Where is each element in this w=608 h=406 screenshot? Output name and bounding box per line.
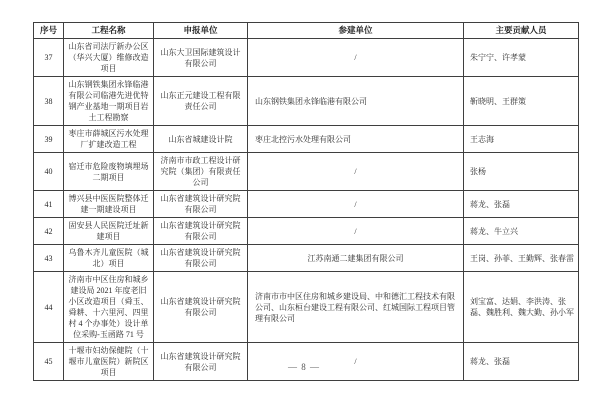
applicant-cell: 山东大卫国际建筑设计有限公司	[154, 39, 248, 77]
contributors-cell: 王岗、孙菲、王勤辉、张春雷	[464, 245, 579, 272]
header-project-name: 工程名称	[64, 23, 154, 39]
table-body	[34, 39, 579, 381]
serial-number-cell: 38	[34, 77, 64, 126]
serial-number-cell: 37	[34, 39, 64, 77]
contributors-cell: 靳晓明、王群策	[464, 77, 579, 126]
serial-number-cell: 43	[34, 245, 64, 272]
contributors-cell: 蒋龙、张磊	[464, 191, 579, 218]
serial-number-cell: 42	[34, 218, 64, 245]
table-row	[34, 126, 579, 153]
applicant-cell: 山东省建筑设计研究院有限公司	[154, 343, 248, 381]
project-name-cell: 乌鲁木齐儿童医院（城北）项目	[64, 245, 154, 272]
contributors-cell: 蒋龙、牛立兴	[464, 218, 579, 245]
header-participating-units: 参建单位	[248, 23, 464, 39]
applicant-cell: 山东正元建设工程有限责任公司	[154, 77, 248, 126]
participants-cell: /	[248, 39, 464, 77]
participants-cell: 枣庄北控污水处理有限公司	[248, 126, 464, 153]
contributors-cell: 刘宝富、达娟、李洪涛、张磊、魏胜利、魏大勤、孙小军	[464, 272, 579, 343]
applicant-cell: 山东省建筑设计研究院有限公司	[154, 245, 248, 272]
participants-cell: /	[248, 153, 464, 191]
applicant-cell: 山东省建筑设计研究院有限公司	[154, 272, 248, 343]
table-row	[34, 218, 579, 245]
participants-cell: /	[248, 343, 464, 381]
project-name-cell: 十堰市妇幼保健院（十堰市儿童医院）新院区项目	[64, 343, 154, 381]
contributors-cell: 王志海	[464, 126, 579, 153]
applicant-cell: 山东省建筑设计研究院有限公司	[154, 191, 248, 218]
table-row	[34, 153, 579, 191]
contributors-cell: 朱宁宁、许孝蒙	[464, 39, 579, 77]
awards-table	[33, 22, 579, 381]
table-row	[34, 245, 579, 272]
serial-number-cell: 39	[34, 126, 64, 153]
participants-cell: /	[248, 218, 464, 245]
project-name-cell: 宿迁市危险废物填埋场二期项目	[64, 153, 154, 191]
project-name-cell: 山东钢铁集团永锋临港有限公司临港先进优特钢产业基地一期项目岩土工程勘察	[64, 77, 154, 126]
applicant-cell: 山东省城建设计院	[154, 126, 248, 153]
serial-number-cell: 45	[34, 343, 64, 381]
header-serial-number: 序号	[34, 23, 64, 39]
header-applicant-unit: 申报单位	[154, 23, 248, 39]
table-row	[34, 39, 579, 77]
table-row	[34, 77, 579, 126]
project-name-cell: 济南市中区住房和城乡建设局 2021 年度老旧小区改造项目（舜玉、舜耕、十六里河、四里村 4 个办事处）设计单位采购-玉函路 71 号	[64, 272, 154, 343]
participants-cell: /	[248, 191, 464, 218]
page-number: — 8 —	[288, 362, 320, 372]
project-name-cell: 枣庄市薛城区污水处理厂扩建改造工程	[64, 126, 154, 153]
project-name-cell: 博兴县中医医院整体迁建一期建设项目	[64, 191, 154, 218]
participants-cell: 山东钢铁集团永锋临港有限公司	[248, 77, 464, 126]
table-header-row	[34, 23, 579, 39]
serial-number-cell: 44	[34, 272, 64, 343]
project-name-cell: 固安县人民医院迁址新建项目	[64, 218, 154, 245]
applicant-cell: 济南市市政工程设计研究院（集团）有限责任公司	[154, 153, 248, 191]
contributors-cell: 蒋龙、张磊	[464, 343, 579, 381]
participants-cell: 济南市市中区住房和城乡建设局、中和德汇工程技术有限公司、山东桓台建设工程有限公司、红城国际工程项目管理有限公司	[248, 272, 464, 343]
applicant-cell: 山东省建筑设计研究院有限公司	[154, 218, 248, 245]
serial-number-cell: 41	[34, 191, 64, 218]
contributors-cell: 张杨	[464, 153, 579, 191]
serial-number-cell: 40	[34, 153, 64, 191]
header-main-contributors: 主要贡献人员	[464, 23, 579, 39]
table-row	[34, 191, 579, 218]
table-row	[34, 272, 579, 343]
project-name-cell: 山东省司法厅新办公区（华兴大厦）维修改造项目	[64, 39, 154, 77]
participants-cell: 江苏南通二建集团有限公司	[248, 245, 464, 272]
